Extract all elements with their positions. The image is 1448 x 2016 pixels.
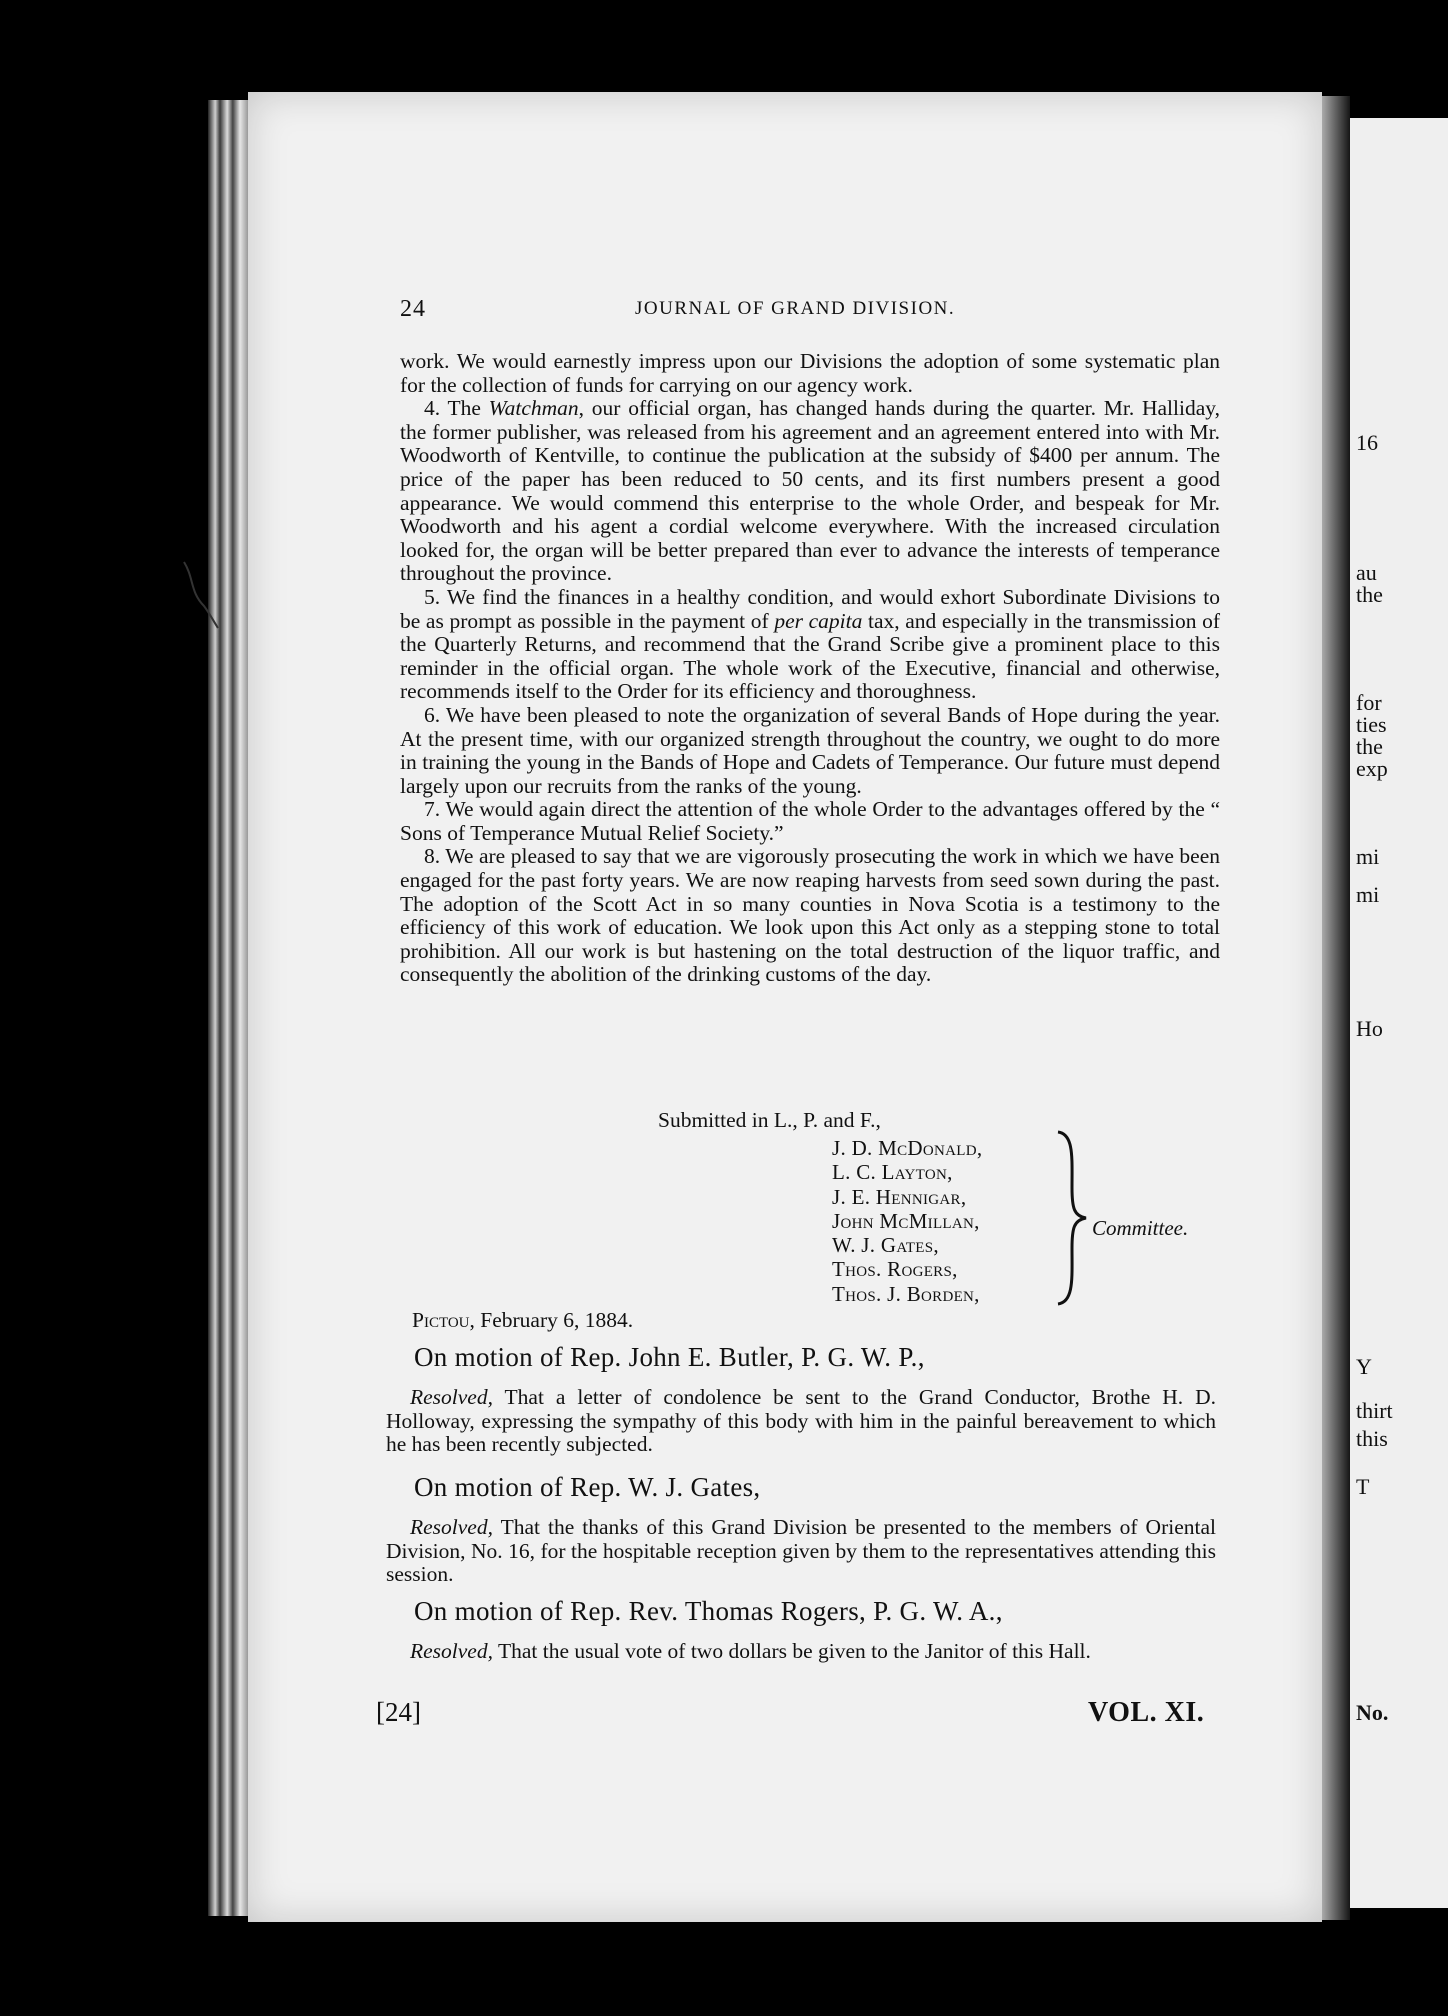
resolution-text: That a letter of condolence be sent to the Grand Conductor, Brothe H. D. Holloway, expressing the sympathy of this body with him in the painful bereavement to which he has been recently subjected. [386, 1385, 1216, 1457]
newspaper-title: Watchman [488, 396, 579, 421]
signer: John McMillan, [832, 1208, 980, 1233]
date: February 6, 1884. [480, 1308, 634, 1332]
place-date [412, 1308, 633, 1333]
next-page-text: for [1356, 690, 1382, 715]
resolved-label: Resolved, [410, 1515, 493, 1539]
signer: Thos. Rogers, [832, 1257, 958, 1282]
paragraph-5-text: tax, and especially in the transmission of the Quarterly Returns, and recommend that the Grand Scribe give a prominent place to this reminder in the official organ. The whole work of the Executive, financial and otherwise, recommends itself to the Order for its efficiency and thoroughness. [400, 608, 1220, 704]
submitted-line: Submitted in L., P. and F., [658, 1108, 881, 1132]
signature-mark: [24] [376, 1697, 421, 1727]
next-page-text: Y [1356, 1354, 1372, 1379]
signers-list [832, 1136, 982, 1306]
next-page-text: mi [1356, 882, 1380, 907]
book-spine [208, 100, 248, 1916]
paragraph-4 [400, 397, 1220, 586]
paragraph-6: 6. We have been pleased to note the organization of several Bands of Hope during the year. At the present time, with our organized strength throughout the country, we ought to do more in training the young in the Bands of Hope and Cadets of Temperance. Our future must depend largely upon our recruits from the ranks of the young. [400, 702, 1220, 798]
resolution-text: That the usual vote of two dollars be given to the Janitor of this Hall. [497, 1639, 1091, 1663]
signer: L. C. Layton, [832, 1160, 953, 1185]
next-page-fragment [1350, 118, 1448, 1908]
paragraph-8: 8. We are pleased to say that we are vigorously prosecuting the work in which we have been engaged for the past forty years. We are now reaping harvests from seed sown during the past. The adoption of the Scott Act in so many counties in Nova Scotia is a testimony to the efficiency of this work of education. We look upon this Act only as a stepping stone to total prohibition. All our work is but hastening on the total destruction of the liquor traffic, and consequently the abolition of the drinking customs of the day. [400, 844, 1220, 987]
paragraph-continued: work. We would earnestly impress upon our Divisions the adoption of some systematic plan for the collection of funds for carrying on our agency work. [400, 349, 1220, 397]
signer: Thos. J. Borden, [832, 1281, 980, 1306]
margin-pencil-mark [180, 560, 220, 630]
motion-heading: On motion of Rep. W. J. Gates, [414, 1472, 761, 1502]
next-page-text: T [1356, 1474, 1370, 1499]
next-page-text: ties [1356, 712, 1387, 737]
committee-label: Committee. [1092, 1216, 1189, 1240]
next-page-text: No. [1356, 1700, 1389, 1725]
next-page-text: the [1356, 734, 1383, 759]
resolution [386, 1516, 1216, 1587]
journal-title: JOURNAL OF GRAND DIVISION. [635, 298, 956, 319]
paragraph-5-lead: 5. We find the finances in a healthy condition, and would exhort Subordinate Divisions to be as prompt as possible in the payment of [400, 584, 1220, 633]
next-page-text: thirt [1356, 1398, 1393, 1423]
resolved-label: Resolved, [410, 1385, 493, 1409]
next-page-text: this [1356, 1426, 1388, 1451]
resolved-label: Resolved, [410, 1639, 493, 1663]
next-page-text: the [1356, 582, 1383, 607]
running-head [400, 296, 1220, 326]
next-page-text: 16 [1356, 430, 1378, 455]
next-page-text: Ho [1356, 1016, 1383, 1041]
curly-brace-icon [1052, 1128, 1092, 1308]
motion-heading: On motion of Rep. John E. Butler, P. G. W. P., [414, 1342, 925, 1372]
paragraph-5 [400, 586, 1220, 704]
next-page-text: au [1356, 560, 1377, 585]
paragraph-7: 7. We would again direct the attention of the whole Order to the advantages offered by the “ Sons of Temperance Mutual Relief Society.” [400, 797, 1220, 845]
resolution [386, 1386, 1216, 1457]
volume-mark: VOL. XI. [1088, 1697, 1205, 1728]
next-page-text: exp [1356, 756, 1388, 781]
paragraph-4-text: , our official organ, has changed hands during the quarter. Mr. Halliday, the former publisher, was released from his agreement and an agreement entered into with Mr. Woodworth of Kentville, to continue the publication at the subsidy of $400 per annum. The price of the paper has been reduced to 50 cents, and its first numbers present a good appearance. We would commend this enterprise to the whole Order, and bespeak for Mr. Woodworth and his agent a cordial welcome everywhere. With the increased circulation looked for, the organ will be better prepared than ever to advance the interests of temperance throughout the province. [400, 396, 1220, 586]
place: Pictou, [412, 1308, 475, 1332]
motion-heading: On motion of Rep. Rev. Thomas Rogers, P. G. W. A., [414, 1596, 1003, 1626]
page-gutter [1322, 96, 1350, 1920]
resolution [386, 1640, 1216, 1664]
resolution-text: That the thanks of this Grand Division be presented to the members of Oriental Division, No. 16, for the hospitable reception given by them to the representatives attending this session. [386, 1515, 1216, 1587]
per-capita-term: per capita [774, 608, 863, 633]
paragraph-4-lead: 4. The [424, 396, 489, 421]
report-body [400, 350, 1220, 987]
next-page-text: mi [1356, 844, 1380, 869]
page-number: 24 [400, 296, 426, 322]
signer: J. D. McDonald, [832, 1136, 983, 1160]
signer: J. E. Hennigar, [832, 1184, 967, 1209]
signer: W. J. Gates, [832, 1233, 939, 1258]
